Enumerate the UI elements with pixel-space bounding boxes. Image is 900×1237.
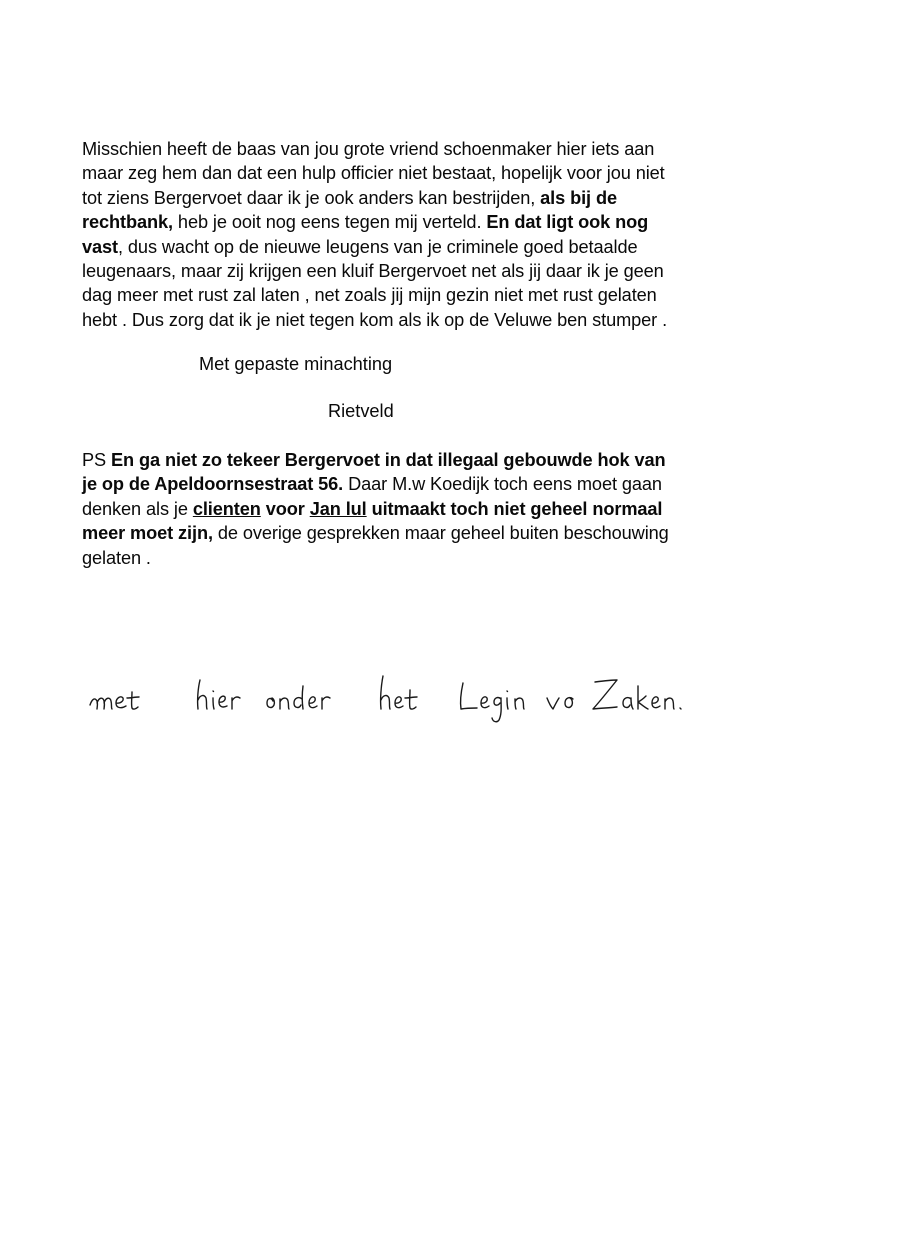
text-segment: leugenaars, maar zij krijgen een kluif Bergervoet net als jij daar ik je geen [82, 260, 664, 281]
text-segment: PS [82, 450, 112, 470]
text-segment: Misschien heeft de baas van jou grote vriend schoenmaker hier iets aan [82, 139, 655, 159]
letter-line [82, 259, 802, 283]
letter-line [82, 137, 802, 161]
bold-text: voor [260, 498, 310, 519]
ps-line [82, 472, 802, 496]
text-segment: heb je ooit nog eens tegen mij verteld. [172, 212, 487, 233]
bold-text: uitmaakt toch niet geheel normaal [366, 498, 663, 519]
bold-text: En ga niet zo tekeer Bergervoet in dat illegaal gebouwde hok van [111, 450, 666, 470]
bold-text: als bij de [540, 187, 617, 208]
text-segment: , dus wacht op de nieuwe leugens van je criminele goed betaalde [118, 236, 638, 257]
closing-phrase: Met gepaste minachting [199, 354, 393, 374]
ps-line [82, 546, 802, 570]
ps-line [82, 497, 802, 521]
bold-text: En dat ligt ook nog [486, 212, 649, 233]
letter-line [82, 161, 802, 185]
ps-line [82, 521, 802, 545]
handwritten-note [85, 668, 685, 738]
text-segment: hebt . Dus zorg dat ik je niet tegen kom als ik op de Veluwe ben stumper . [82, 309, 668, 330]
letter-line [82, 186, 802, 210]
letter-line [82, 283, 802, 307]
text-segment: gelaten . [82, 547, 151, 568]
postscript [82, 448, 802, 570]
underlined-text: Jan lul [309, 498, 367, 519]
handwritten-note-drawing [85, 668, 685, 738]
bold-text: rechtbank, [82, 212, 173, 233]
bold-text: vast [82, 236, 119, 257]
ps-line [82, 448, 802, 472]
letter-line [82, 235, 802, 259]
text-segment: Daar M.w Koedijk toch eens moet gaan [343, 474, 662, 495]
text-segment: denken als je [82, 498, 193, 519]
letter-line [82, 210, 802, 234]
underlined-text: clienten [192, 498, 261, 519]
text-segment: de overige gesprekken maar geheel buiten beschouwing [212, 523, 669, 544]
text-segment: maar zeg hem dan dat een hulp officier niet bestaat, hopelijk voor jou niet [82, 163, 665, 184]
letter-line [82, 308, 802, 332]
signature-name: Rietveld [328, 401, 394, 421]
text-segment: dag meer met rust zal laten , net zoals jij mijn gezin niet met rust gelaten [82, 285, 657, 306]
bold-text: meer moet zijn, [82, 523, 213, 544]
bold-text: je op de Apeldoornsestraat 56. [82, 474, 344, 495]
text-segment: tot ziens Bergervoet daar ik je ook anders kan bestrijden, [82, 187, 541, 208]
letter-body [82, 137, 802, 332]
